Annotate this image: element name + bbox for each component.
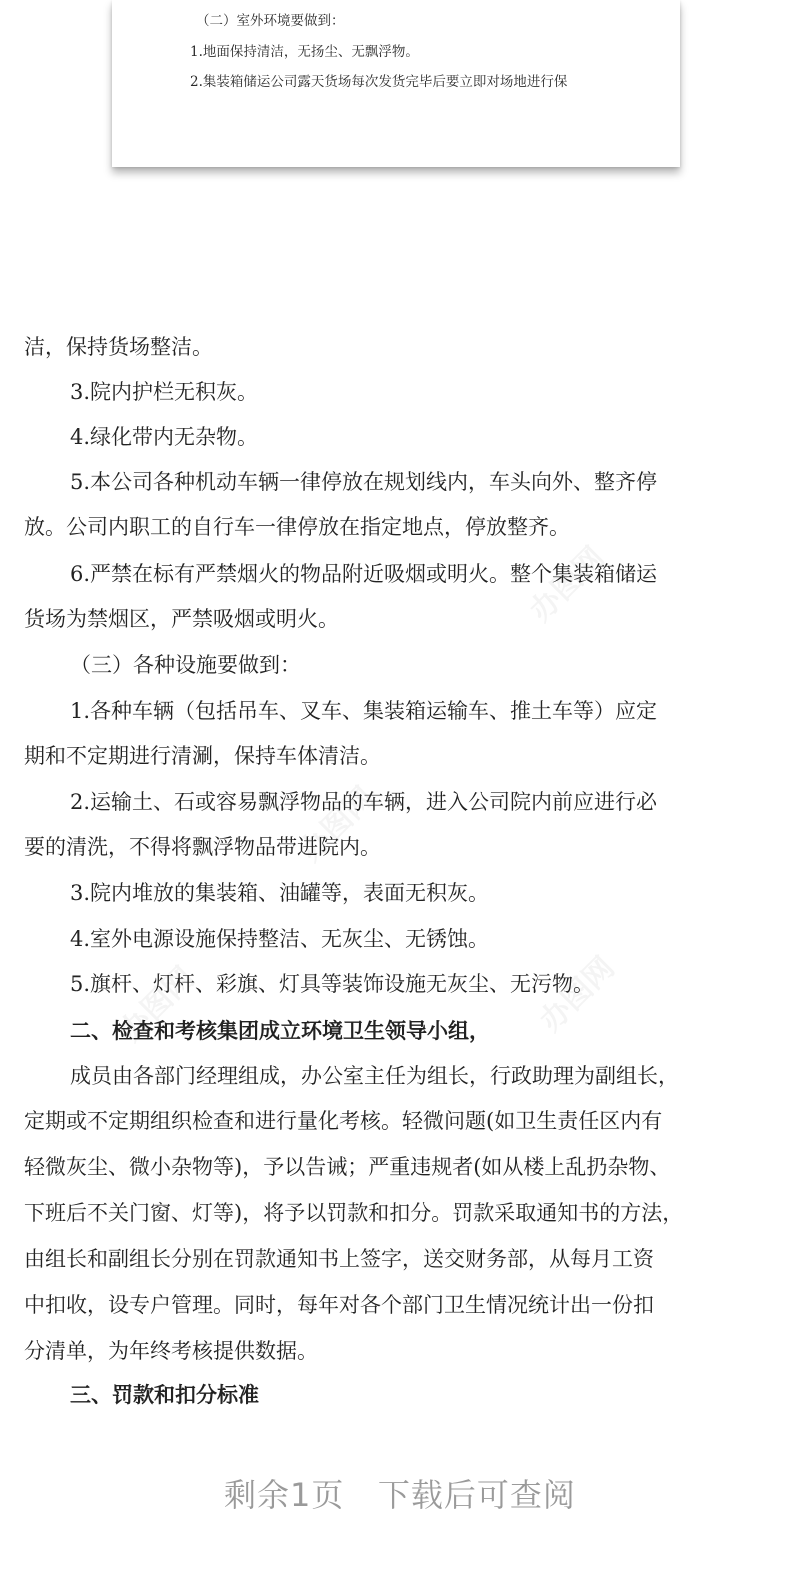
paragraph-line: 成员由各部门经理组成，办公室主任为组长，行政助理为副组长，: [70, 1064, 679, 1088]
paragraph-line: 货场为禁烟区，严禁吸烟或明火。: [24, 607, 339, 631]
list-item: 2.运输土、石或容易飘浮物品的车辆，进入公司院内前应进行必: [70, 790, 658, 814]
paragraph-line: 下班后不关门窗、灯等)，将予以罚款和扣分。罚款采取通知书的方法，: [24, 1201, 684, 1225]
list-item: 3.院内堆放的集装箱、油罐等，表面无积灰。: [70, 881, 490, 905]
section-heading-facilities: （三）各种设施要做到：: [70, 653, 301, 677]
paragraph-line: 要的清洗，不得将飘浮物品带进院内。: [24, 835, 381, 859]
watermark: 办图网: [523, 540, 612, 629]
list-item: 2.集装箱储运公司露天货场每次发货完毕后要立即对场地进行保: [190, 74, 568, 90]
section-heading-inspection: 二、检查和考核集团成立环境卫生领导小组，: [70, 1018, 490, 1043]
watermark: 办图网: [533, 950, 622, 1039]
section-heading-outdoor: （二）室外环境要做到：: [196, 13, 345, 29]
paragraph-line: 由组长和副组长分别在罚款通知书上签字，送交财务部，从每月工资: [24, 1247, 654, 1271]
paragraph-line: 中扣收，设专户管理。同时，每年对各个部门卫生情况统计出一份扣: [24, 1293, 654, 1317]
list-item: 6.严禁在标有严禁烟火的物品附近吸烟或明火。整个集装箱储运: [70, 562, 658, 586]
document-preview-card: [112, 0, 680, 167]
list-item: 3.院内护栏无积灰。: [70, 380, 259, 404]
list-item: 1.各种车辆（包括吊车、叉车、集装箱运输车、推土车等）应定: [70, 699, 658, 723]
paragraph-line: 期和不定期进行清涮，保持车体清洁。: [24, 744, 381, 768]
paragraph-line: 洁，保持货场整洁。: [24, 335, 213, 359]
list-item: 1.地面保持清洁，无扬尘、无飘浮物。: [190, 44, 419, 60]
section-heading-penalty: 三、罚款和扣分标准: [70, 1382, 259, 1407]
remaining-pages-notice[interactable]: 剩余1页 下载后可查阅: [224, 1476, 576, 1514]
list-item: 4.绿化带内无杂物。: [70, 425, 259, 449]
paragraph-line: 轻微灰尘、微小杂物等)，予以告诫；严重违规者(如从楼上乱扔杂物、: [24, 1155, 671, 1179]
list-item: 4.室外电源设施保持整洁、无灰尘、无锈蚀。: [70, 927, 490, 951]
list-item: 5.旗杆、灯杆、彩旗、灯具等装饰设施无灰尘、无污物。: [70, 972, 595, 996]
paragraph-line: 分清单，为年终考核提供数据。: [24, 1339, 318, 1363]
paragraph-line: 定期或不定期组织检查和进行量化考核。轻微问题(如卫生责任区内有: [24, 1109, 663, 1133]
paragraph-line: 放。公司内职工的自行车一律停放在指定地点，停放整齐。: [24, 515, 570, 539]
list-item: 5.本公司各种机动车辆一律停放在规划线内，车头向外、整齐停: [70, 470, 658, 494]
watermark: 办图网: [293, 780, 382, 869]
watermark: 办图网: [113, 960, 202, 1049]
